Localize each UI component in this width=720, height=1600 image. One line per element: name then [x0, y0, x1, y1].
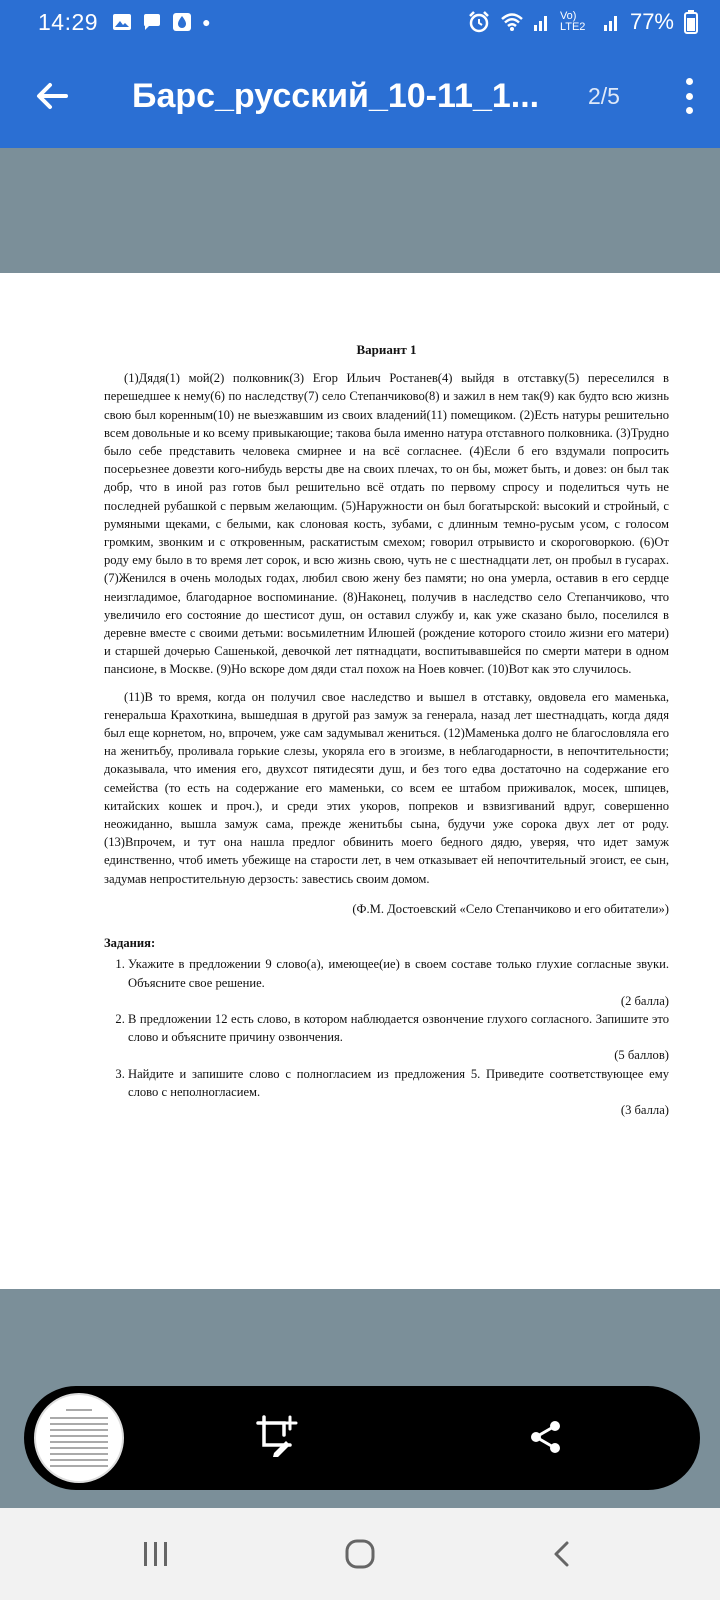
screenshot-thumbnail[interactable] — [34, 1393, 124, 1483]
screenshot-action-bar — [24, 1386, 700, 1490]
task-score: (5 баллов) — [614, 1048, 669, 1063]
document-content — [104, 341, 669, 1119]
tasks-list — [104, 955, 669, 1119]
more-notifications-dot: ● — [202, 14, 211, 30]
share-icon[interactable] — [528, 1419, 564, 1455]
crop-edit-icon[interactable] — [256, 1415, 298, 1457]
document-title: Барс_русский_10-11_1... — [132, 76, 540, 115]
task-item — [128, 955, 669, 1010]
document-page — [0, 273, 720, 1289]
battery-percent: 77% — [629, 9, 674, 34]
network-label: Vo) LTE2 — [559, 10, 586, 33]
more-options-icon[interactable] — [684, 78, 694, 114]
gallery-notification-icon — [112, 13, 132, 31]
drop-notification-icon — [172, 12, 192, 32]
task-score: (3 балла) — [620, 1102, 669, 1117]
text-source: (Ф.М. Достоевский «Село Степанчиково и его обитатели») — [352, 901, 669, 916]
alarm-icon — [468, 11, 490, 33]
text-paragraph-1: (1)Дядя(1) мой(2) полковник(3) Егор Ильич Ростанев(4) выйдя в отставку(5) переселился в перешедшее к нему(6) по наследству(7) село Степанчиково(8) и зажил в нем так(9) как будто всю жизнь свою был коренным(10) не выезжавшим из своих владений(11) помещиком. (2)Есть натуры решительно всем довольные и ко всему привыкающие; такова была именно натура отставного полковника. (3)Трудно было себе представить человека смирнее и на всё согласнее. (4)Если б его вздумали попросить посерьезнее довезти кого-нибудь версты две на своих плечах, то он бы, может быть, и довез: он был так добр, что в иной раз готов был решительно всё отдать по первому спросу и поделиться чуть не последней рубашкой с первым желающим. (5)Наружности он был богатырской: высокий и стройный, с румяными щеками, с белыми, как слоновая кость, зубами, с длинным темно-русым усом, с голосом громким, звонким и с откровенным, раскатистым смехом; говорил отрывисто и скороговоркою. (6)От роду ему было в то время лет сорок, и всю жизнь свою, чуть не с шестнадцати лет, он пробыл в гусарах. (7)Женился в очень молодых годах, любил свою жену без памяти; но она умерла, оставив в его сердце неизгладимое, благодарное воспоминание. (8)Наконец, получив в наследство село Степанчиково, что увеличило его состояние до шестисот душ, он оставил службу и, как уже сказано было, поселился в деревне вместе с своими детьми: восьмилетним Илюшей (рождение которого стоило жизни его матери) и старшей дочерью Сашенькой, девочкой лет пятнадцати, воспитывавшейся по смерти матери в одном пансионе, в Москве. (9)Но вскоре дом дяди стал похож на Ноев ковчег. (10)Вот как это случилось. — [104, 371, 669, 677]
recent-apps-icon[interactable] — [142, 1540, 170, 1568]
tasks-heading: Задания: — [104, 936, 156, 951]
task-item — [128, 1010, 669, 1065]
app-toolbar — [0, 44, 720, 148]
task-item — [128, 1065, 669, 1120]
variant-heading: Вариант 1 — [356, 342, 417, 357]
message-notification-icon — [142, 13, 162, 31]
battery-icon — [684, 10, 698, 34]
page-indicator: 2/5 — [588, 82, 620, 109]
nav-back-icon[interactable] — [550, 1540, 572, 1568]
back-arrow-icon[interactable] — [32, 76, 72, 116]
task-text: 1. Укажите в предложении 9 слово(а), имеющее(ие) в своем составе только глухие согласные звуки. Объясните свое решение. — [128, 957, 669, 990]
status-time: 14:29 — [38, 8, 99, 35]
task-score: (2 балла) — [620, 993, 669, 1008]
signal-icon — [534, 13, 550, 31]
task-text: 3. Найдите и запишите слово с полногласием из предложения 5. Приведите соответствующее ему слово с неполногласием. — [128, 1066, 669, 1099]
signal-icon-2 — [604, 13, 620, 31]
wifi-icon — [500, 12, 524, 32]
text-paragraph-2: (11)В то время, когда он получил свое наследство и вышел в отставку, овдовела его маменька, генеральша Крахоткина, вышедшая в другой раз замуж за генерала, назад лет шестнадцать, когда дядя был еще корнетом, но, впрочем, уже сам задумывал жениться. (12)Маменька долго не благословляла его на женитьбу, проливала горькие слезы, укоряла его в эгоизме, в неблагодарности, в непочтительности; доказывала, что имения его, двухсот пятидесяти душ, и без того едва достаточно на содержание его семейства (то есть на содержание его маменьки, со всем ее штабом приживалок, мосек, шпицев, китайских кошек и проч.), и среди этих укоров, попреков и взвизгиваний вдруг, совершенно неожиданно, вышла замуж сама, прежде женитьбы сына, будучи уже сорока двух лет от роду. (13)Впрочем, и тут она нашла предлог обвинить моего бедного дядю, уверяя, что идет замуж единственно, чтоб иметь убежище на старости лет, в чем отказывает ей непочтительный эгоист, ее сын, задумав непростительную дерзость: завестись своим домом. — [104, 689, 669, 886]
task-text: 2. В предложении 12 есть слово, в котором наблюдается озвончение глухого согласного. Запишите это слово и объясните причину озвончения. — [128, 1011, 669, 1045]
home-icon[interactable] — [344, 1538, 376, 1570]
status-bar — [0, 0, 720, 44]
